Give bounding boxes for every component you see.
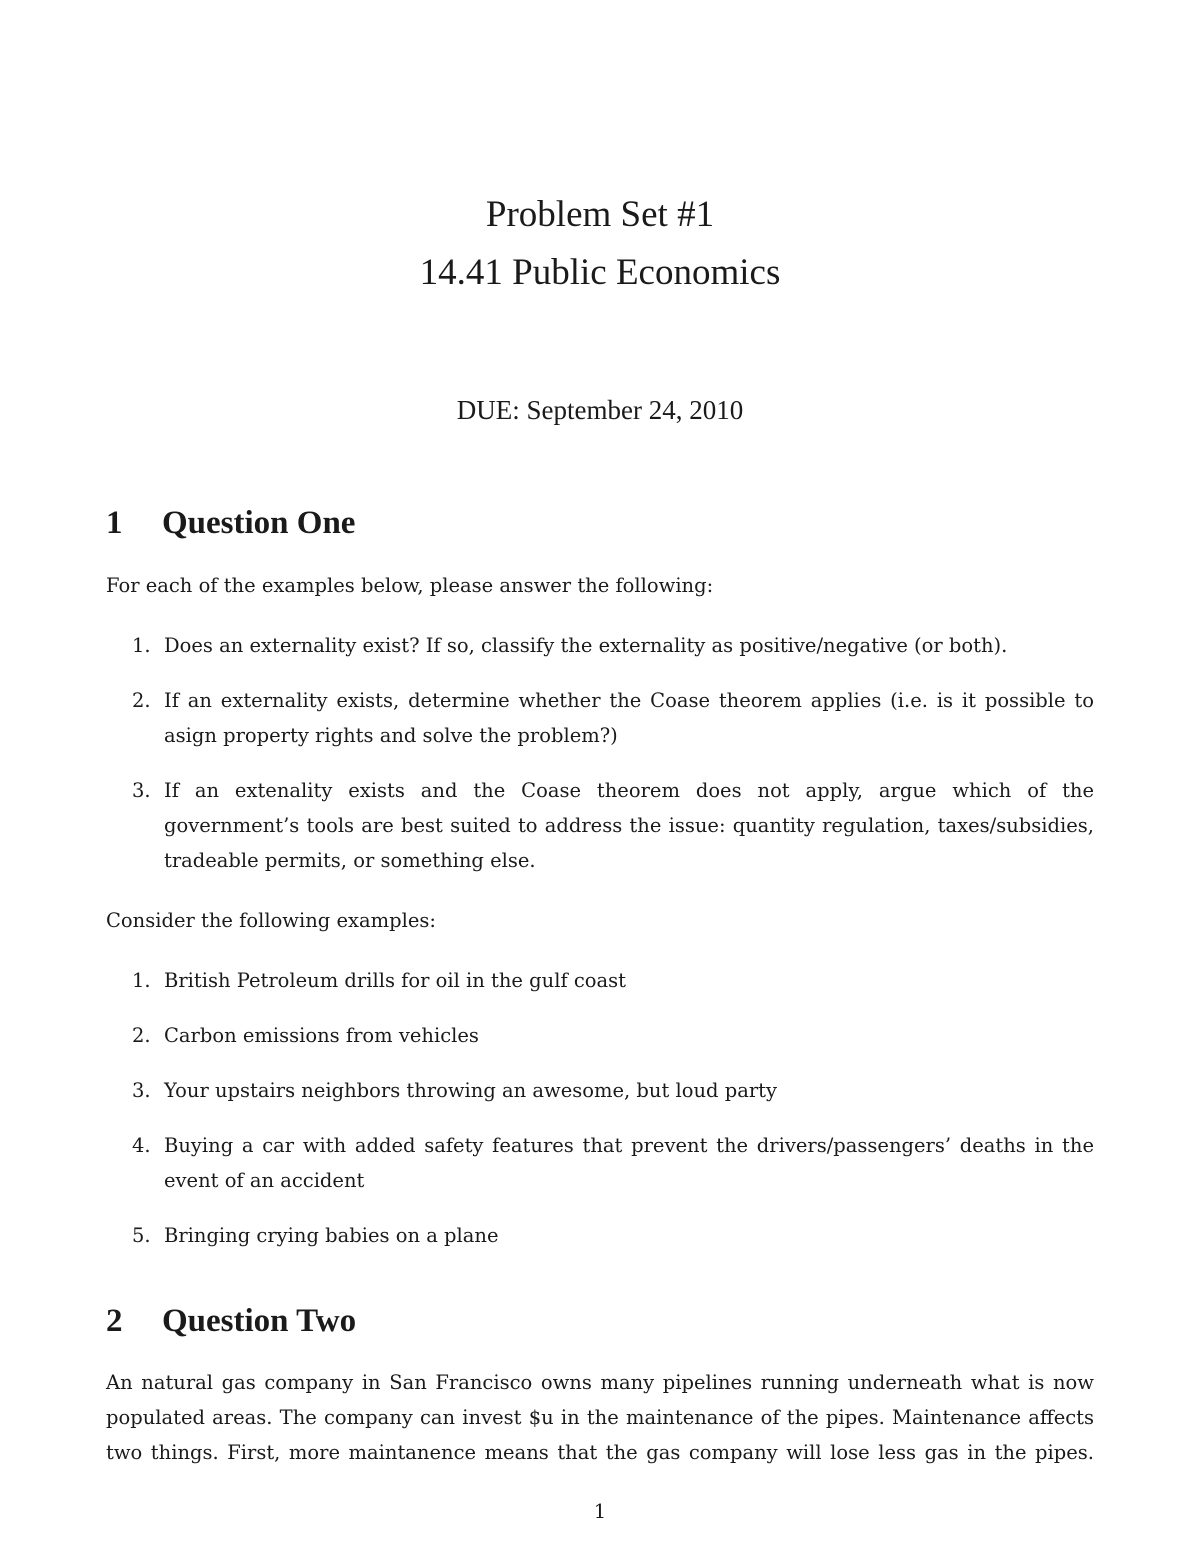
task-list — [106, 628, 1094, 878]
document-title: Problem Set #1 — [485, 194, 715, 235]
example-item — [106, 1018, 1094, 1053]
section-title: Question One — [162, 505, 356, 541]
question-one-intro: For each of the examples below, please answer the following: — [106, 574, 714, 597]
task-text: Does an externality exist? If so, classify the externality as positive/negative (or both). — [164, 634, 1008, 657]
example-item — [106, 1128, 1094, 1198]
example-marker: 1. — [132, 969, 151, 992]
section-heading-question-two — [106, 1301, 356, 1341]
section-number: 2 — [106, 1303, 123, 1339]
example-marker: 2. — [132, 1024, 151, 1047]
example-text: Buying a car with added safety features that prevent the drivers/passengers’ deaths in the event of an accident — [164, 1134, 1094, 1192]
section-number: 1 — [106, 505, 123, 541]
question-two-paragraph: An natural gas company in San Francisco owns many pipelines running underneath what is now populated areas. The company can invest $u in the maintenance of the pipes. Maintenance affects two things. First, more maintanence means that the gas company will lose less gas in the pipes. — [106, 1371, 1094, 1464]
section-title: Question Two — [162, 1303, 357, 1339]
task-text: If an extenality exists and the Coase theorem does not apply, argue which of the government’s tools are best suited to address the issue: quantity regulation, taxes/subsidies, tradeable permits, or something else. — [164, 779, 1094, 872]
due-date: DUE: September 24, 2010 — [456, 395, 744, 425]
task-marker: 3. — [132, 779, 151, 802]
title-block — [0, 186, 1200, 302]
task-item — [106, 773, 1094, 878]
task-item — [106, 683, 1094, 753]
example-item — [106, 1218, 1094, 1253]
example-item — [106, 963, 1094, 998]
task-item — [106, 628, 1094, 663]
example-item — [106, 1073, 1094, 1108]
course-title: 14.41 Public Economics — [419, 252, 781, 293]
examples-intro: Consider the following examples: — [106, 909, 436, 932]
example-marker: 4. — [132, 1134, 151, 1157]
example-text: Carbon emissions from vehicles — [164, 1024, 479, 1047]
task-text: If an externality exists, determine whether the Coase theorem applies (i.e. is it possible to asign property rights and solve the problem?) — [164, 689, 1094, 747]
task-marker: 2. — [132, 689, 151, 712]
example-marker: 3. — [132, 1079, 151, 1102]
page-number: 1 — [593, 1500, 607, 1523]
example-text: Your upstairs neighbors throwing an awesome, but loud party — [164, 1079, 778, 1102]
examples-list — [106, 963, 1094, 1253]
example-marker: 5. — [132, 1224, 151, 1247]
example-text: British Petroleum drills for oil in the gulf coast — [164, 969, 626, 992]
section-heading-question-one — [106, 503, 355, 543]
task-marker: 1. — [132, 634, 151, 657]
example-text: Bringing crying babies on a plane — [164, 1224, 499, 1247]
